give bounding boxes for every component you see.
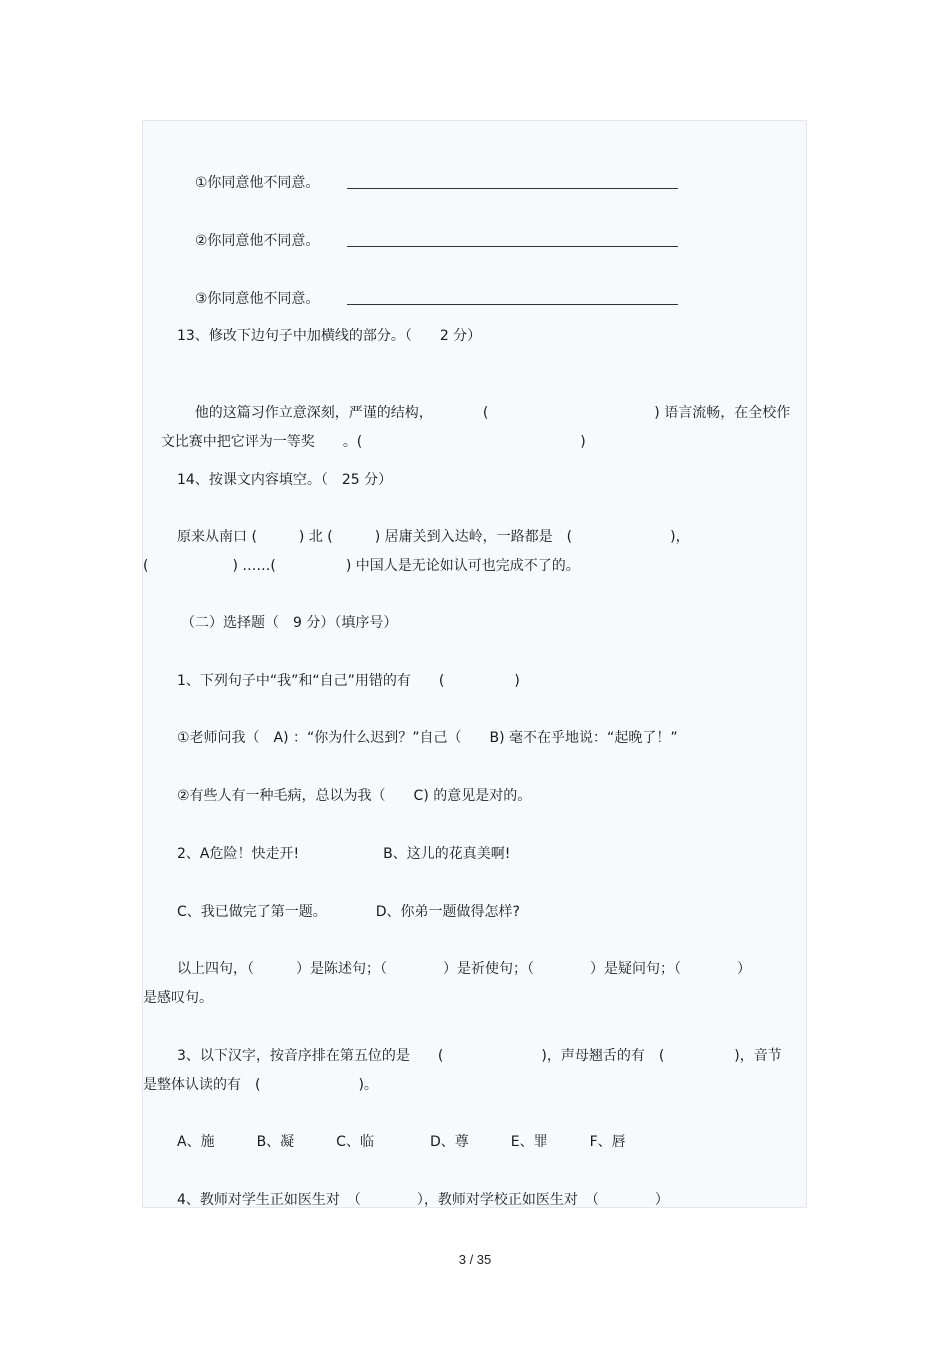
sentence-text-2: ②你同意他不同意。 <box>194 233 320 249</box>
question-14-line-2: ( ) ……( ) 中国人是无论如认可也完成不了的。 <box>143 558 580 574</box>
sentence-line-2 <box>143 211 806 271</box>
answer-blank-1[interactable] <box>347 174 678 189</box>
choice-4-line: 4、教师对学生正如医生对 （ ），教师对学校正如医生对 （ ） <box>177 1192 669 1208</box>
question-14-line-1: 原来从南口 ( ) 北 ( ) 居庸关到入达岭，一路都是 ( )， <box>177 529 690 545</box>
choice-3-line-2: 是整体认读的有 ( )。 <box>143 1077 378 1093</box>
question-13-line-2 <box>143 412 806 472</box>
sentence-text-1: ①你同意他不同意。 <box>194 175 320 191</box>
q13-text-b: ) 语言流畅，在全校作 <box>654 405 791 421</box>
page-number: 3 / 35 <box>458 1252 492 1267</box>
sentence-line-3 <box>143 269 806 329</box>
sentence-text-3: ③你同意他不同意。 <box>194 291 320 307</box>
choice-3-options: A、施 B、凝 C、临 D、尊 E、罪 F、唇 <box>177 1134 626 1150</box>
choice-1-sentence-1: ①老师问我（ A) ：“你为什么迟到？”自己（ B) 毫不在乎地说：“起晚了！” <box>177 730 678 746</box>
choice-1-sentence-2: ②有些人有一种毛病，总以为我（ C) 的意见是对的。 <box>177 788 532 804</box>
document-page <box>142 120 807 1208</box>
choice-2-options-cd: C、我已做完了第一题。 D、你弟一题做得怎样? <box>177 904 520 920</box>
choice-3-line-1: 3、以下汉字，按音序排在第五位的是 ( )，声母翘舌的有 ( )，音节 <box>177 1048 782 1064</box>
q13-text-a: 他的这篇习作立意深刻，严谨的结构， <box>194 405 433 421</box>
choice-2-question-line-1: 以上四句，（ ）是陈述句；（ ）是祈使句；（ ）是疑问句；（ ） <box>177 961 751 977</box>
choice-2-question-line-2: 是感叹句。 <box>143 990 213 1006</box>
answer-blank-3[interactable] <box>347 290 678 305</box>
question-14-title: 14、按课文内容填空。（ 25 分） <box>177 472 393 488</box>
answer-blank-2[interactable] <box>347 232 678 247</box>
sentence-line-1 <box>143 153 806 213</box>
q13-paren-open-2: 。( <box>342 434 363 450</box>
section-2-title: （二）选择题（ 9 分）（填序号） <box>181 615 398 631</box>
choice-1-title: 1、下列句子中“我”和“自己”用错的有 ( ) <box>177 673 520 689</box>
q13-paren-open: ( <box>482 405 489 421</box>
question-13-title: 13、修改下边句子中加横线的部分。（ 2 分） <box>177 328 482 344</box>
q13-text-c: 文比赛中把它评为一等奖 <box>160 434 315 450</box>
choice-2-options-ab: 2、A危险！快走开! B、这儿的花真美啊! <box>177 846 511 862</box>
q13-paren-close-2: ) <box>580 434 586 450</box>
